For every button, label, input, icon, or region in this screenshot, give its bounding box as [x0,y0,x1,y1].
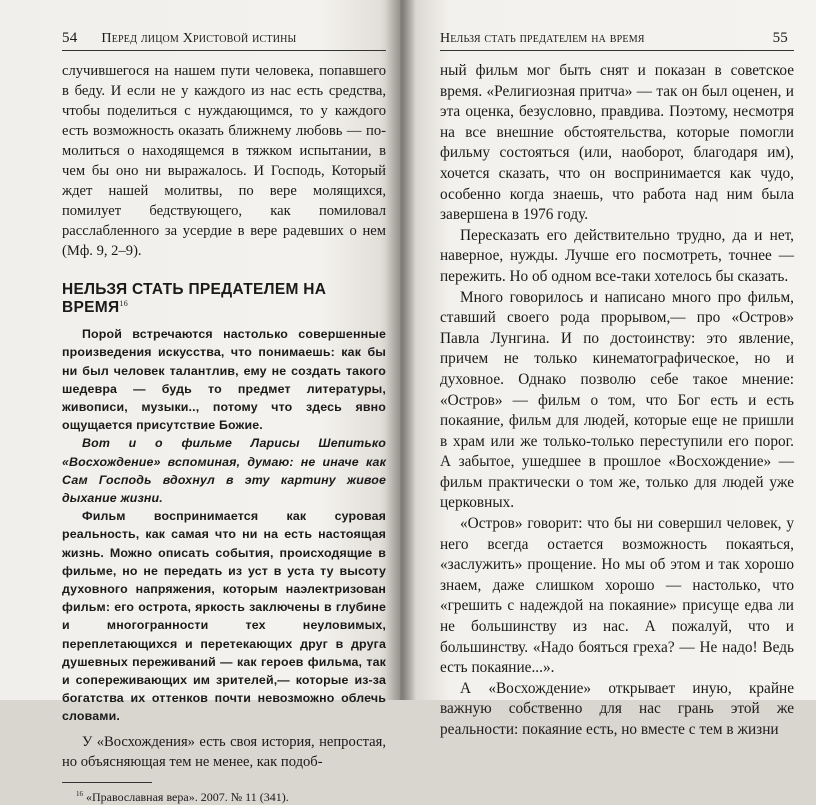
paragraph-4: «Остров» говорит: что бы ни совершил человек, у него всегда остается возможность покаяться, «заслужить» прощение. Но мы об этом и так хорошо знаем, даже слишком хорошо — настолько, что «грешить с надеждой на покаяние» присуще едва ли не большинству из нас. А пожалуй, что и большинству. «Надо бояться греха? — Не надо! Ведь есть покаяние...». [440,515,794,677]
lead-paragraph-1: Порой встречаются настолько совершенные произведения искусства, что понимаешь: как бы ни был человек талантлив, ему не создать такого шедевра — будь то предмет литературы, живописи, музыки.., потому что здесь явно ощущается присутствие Божие. [62,327,386,433]
paragraph-2: Пересказать его действительно трудно, да и нет, наверное, нужды. Лучше его посмотреть, точнее — пережить. Но об одном все-таки хотелось бы сказать. [440,226,794,285]
chapter-heading-text: НЕЛЬЗЯ СТАТЬ ПРЕДАТЕЛЕМ НА ВРЕМЯ [62,281,327,317]
book-gutter-shadow [386,0,416,700]
lead-paragraph-2: Вот и о фильме Ларисы Шепитько «Восхождение» вспоминая, думаю: не иначе как Сам Господь вдохнул в эту картину живое дыхание жизни. [62,436,386,505]
page-number: 54 [62,30,78,46]
footnote-rule [62,782,152,783]
footnote-text: «Православная вера». 2007. № 11 (341). [86,789,289,804]
lead-paragraph-3: Фильм воспринимается как суровая реальность, как самая что ни на есть настоящая жизнь. Можно описать события, происходящие в фильме, но не передать из уст в уста ту высоту духовного напряжения, которым наэлектризован фильм: его острота, яркость заключены в глубине и многогранности тех неуловимых, переплетающихся и перетекающих друг в друга душевных переживаний — как героев фильма, так и сопереживающих им зрителей,— которые из-за богатства их оттенков почти невозможно облечь словами. [62,509,386,724]
heading-footnote-ref: 16 [119,299,129,308]
right-page [400,0,816,738]
lead-block [62,325,386,725]
intro-paragraph: случившегося на нашем пути человека, попавшего в беду. И если не у каждого из нас есть средства, чтобы поделиться с нуждающимся, то у каждого есть возможность оказать ближнему любовь — по-молиться о находящемся в тяжком испытании, в чем бы оно ни выражалось. И Господь, Который ждет нашей молитвы, по вере молящихся, помилует бедствующего, как помиловал расслабленного за усердие в вере радевших о нем (Мф. 9, 2–9). [62,63,386,259]
footnote-number: 16 [76,789,83,798]
paragraph-5: А «Восхождение» открывает иную, крайне важную собственно для нас грань этой же реальности: покаяние есть, но вместе с тем в жизни [440,679,794,738]
running-title: Перед лицом Христовой истины [101,31,297,46]
paragraph-3: Много говорилось и написано много про фильм, ставший своего рода прорывом,— про «Остров» Павла Лунгина. И по достоинству: это явление, причем не только кинематографическое, но и духовное. Однако позволю себе такое мнение: «Остров» — фильм о том, что Бог есть и есть покаяние, фильм для людей, которые еще не пришли в храм или же только-только переступили его порог. А забытое, ушедшее в прошлое «Восхождение» — фильм практически о том же, только для людей уже церковных. [440,288,794,512]
chapter-heading [62,281,386,317]
footnote [76,787,386,805]
left-page-header [62,30,386,51]
right-page-header [440,30,794,51]
paragraph-1: ный фильм мог быть снят и показан в советское время. «Религиозная притча» — так он был оценен, и эта оценка, безусловно, правдива. Поэтому, несмотря на все внешние обстоятельства, которые помогли фильму состояться (или, наоборот, благодаря им), хочется сказать, что он воспринимается как чудо, особенно когда знаешь, что работа над ним была завершена в 1976 году. [440,62,794,224]
body-paragraph: У «Восхождения» есть своя история, непростая, но объясняющая тем не менее, как подоб- [62,733,386,770]
page-number: 55 [772,30,788,46]
left-page [0,0,400,804]
running-title: Нельзя стать предателем на время [440,31,645,46]
